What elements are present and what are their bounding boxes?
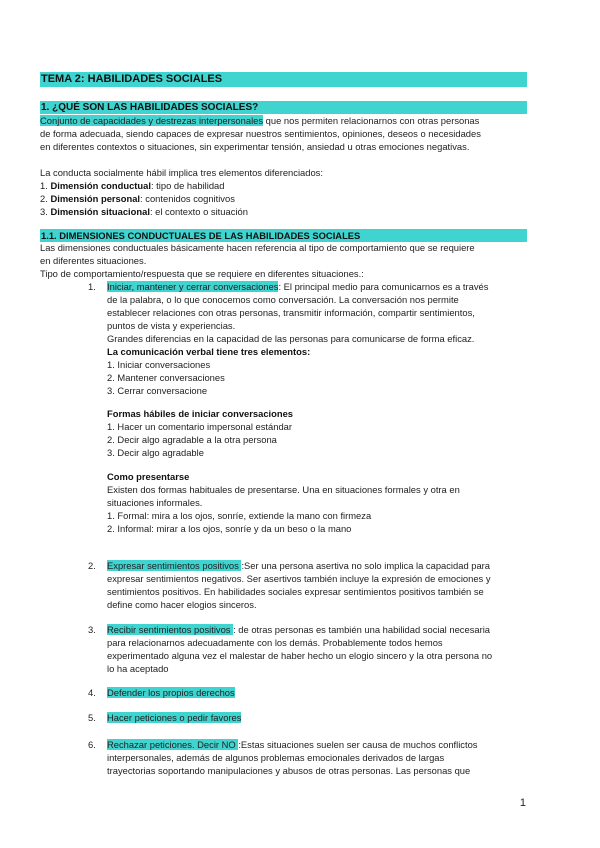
list-item: 2. Dimensión personal: contenidos cognitivos	[40, 193, 235, 204]
sub-list-item: 1. Iniciar conversaciones	[107, 359, 211, 370]
item-1-line: Grandes diferencias en la capacidad de las personas para comunicarse de forma eficaz.	[107, 333, 475, 344]
section-1-1-heading: 1.1. DIMENSIONES CONDUCTUALES DE LAS HABILIDADES SOCIALES	[40, 229, 527, 242]
item-number: 4.	[88, 687, 96, 698]
sub-line: 1. Formal: mira a los ojos, sonríe, extiende la mano con firmeza	[107, 510, 372, 521]
s11-line: Tipo de comportamiento/respuesta que se requiere en diferentes situaciones.:	[40, 268, 364, 279]
item-2-first-line: Expresar sentimientos positivos :Ser una persona asertiva no solo implica la capacidad para	[107, 560, 491, 571]
item-1-line: puntos de vista y experiencias.	[107, 320, 236, 331]
sub-heading: La comunicación verbal tiene tres elementos:	[107, 346, 311, 357]
list-item: 3. Dimensión situacional: el contexto o situación	[40, 206, 248, 217]
highlight: Conjunto de capacidades y destrezas interpersonales	[40, 115, 264, 126]
item-1-line: establecer relaciones con otras personas, transmitir información, compartir sentimientos,	[107, 307, 475, 318]
s1-paragraph-2: La conducta socialmente hábil implica tres elementos diferenciados:	[40, 167, 323, 178]
sub-line: Existen dos formas habituales de presentarse. Una en situaciones formales y otra en	[107, 484, 460, 495]
item-4-line: Defender los propios derechos	[107, 687, 235, 698]
item-1-line: de la palabra, o lo que conocemos como conversación. La conversación nos permite	[107, 294, 459, 305]
item-2-line: define como hacer elogios sinceros.	[107, 599, 257, 610]
sub-line: situaciones informales.	[107, 497, 203, 508]
sub-list-item: 3. Decir algo agradable	[107, 447, 204, 458]
sub-heading: Formas hábiles de iniciar conversaciones	[107, 408, 294, 419]
item-3-line: experimentado alguna vez el malestar de haber hecho un elogio sincero y la otra persona no	[107, 650, 493, 661]
page-title: TEMA 2: HABILIDADES SOCIALES	[40, 72, 527, 87]
item-3-line: lo ha aceptado	[107, 663, 169, 674]
item-6-line: trayectorias soportando manipulaciones y abusos de otras personas. Las personas que	[107, 765, 471, 776]
item-number: 6.	[88, 739, 96, 750]
s1-paragraph-line: de forma adecuada, siendo capaces de expresar nuestros sentimientos, opiniones, deseos o necesidades	[40, 128, 481, 139]
item-1-first-line: Iniciar, mantener y cerrar conversaciones: El principal medio para comunicarnos es a través	[107, 281, 489, 292]
item-6-line: interpersonales, además de algunos problemas emocionales derivados de largas	[107, 752, 445, 763]
sub-list-item: 1. Hacer un comentario impersonal estándar	[107, 421, 292, 432]
item-3-line: para relacionarnos adecuadamente con los demás. Probablemente todos hemos	[107, 637, 443, 648]
item-number: 1.	[88, 281, 96, 292]
item-5-line: Hacer peticiones o pedir favores	[107, 712, 242, 723]
text: que nos permiten relacionarnos con otras personas	[263, 115, 480, 126]
sub-list-item: 3. Cerrar conversacione	[107, 385, 208, 396]
item-number: 3.	[88, 624, 96, 635]
sub-list-item: 2. Mantener conversaciones	[107, 372, 225, 383]
section-1-heading: 1. ¿QUÉ SON LAS HABILIDADES SOCIALES?	[40, 101, 527, 114]
item-number: 2.	[88, 560, 96, 571]
s1-paragraph-line: en diferentes contextos o situaciones, sin experimentar tensión, ansiedad u otras emociones negativas.	[40, 141, 470, 152]
item-3-first-line: Recibir sentimientos positivos : de otras personas es también una habilidad social necesaria	[107, 624, 491, 635]
item-number: 5.	[88, 712, 96, 723]
page-number: 1	[519, 797, 526, 809]
list-item: 1. Dimensión conductual: tipo de habilidad	[40, 180, 225, 191]
s11-line: en diferentes situaciones.	[40, 255, 147, 266]
item-2-line: sentimientos positivos. En habilidades sociales expresar sentimientos positivos también se	[107, 586, 484, 597]
item-6-first-line: Rechazar peticiones. Decir NO :Estas situaciones suelen ser causa de muchos conflictos	[107, 739, 478, 750]
s11-line: Las dimensiones conductuales básicamente hacen referencia al tipo de comportamiento que se requiere	[40, 242, 475, 253]
sub-line: 2. Informal: mirar a los ojos, sonríe y da un beso o la mano	[107, 523, 352, 534]
s1-paragraph-line	[40, 115, 479, 128]
item-2-line: expresar sentimientos negativos. Ser asertivos también incluye la expresión de emociones y	[107, 573, 491, 584]
sub-list-item: 2. Decir algo agradable a la otra persona	[107, 434, 277, 445]
sub-heading: Como presentarse	[107, 471, 190, 482]
